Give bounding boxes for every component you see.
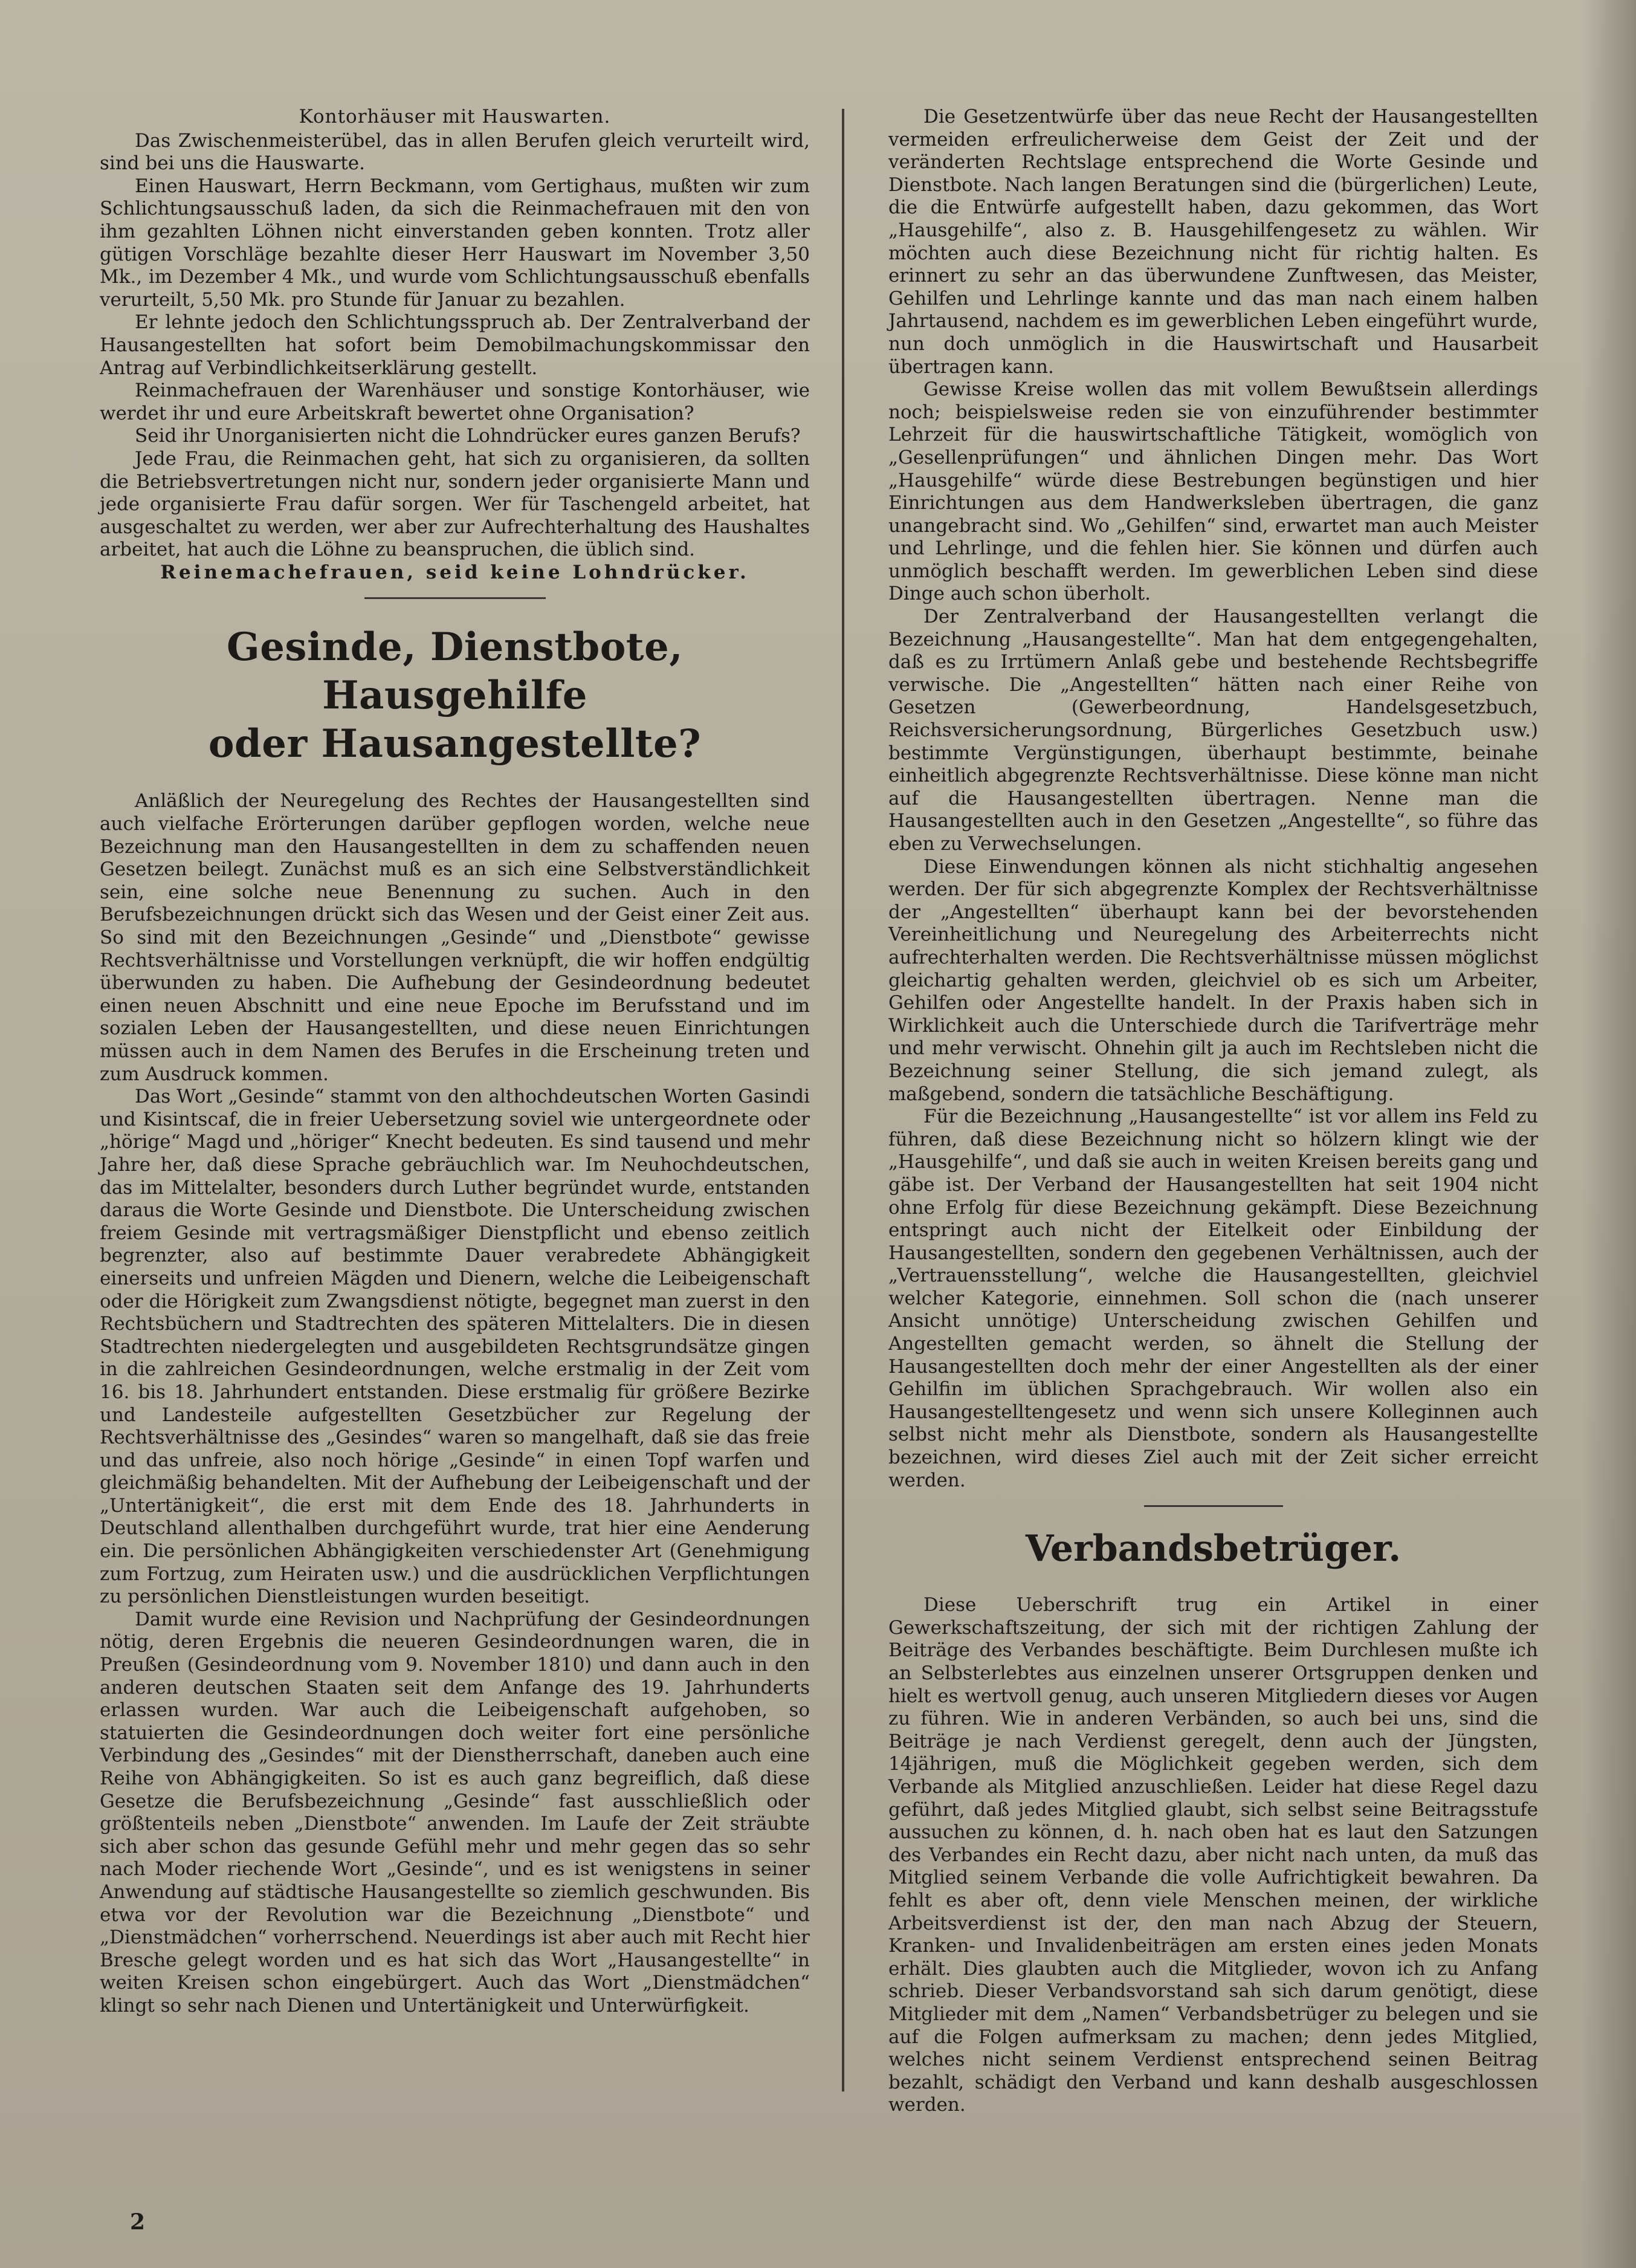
article-headline: [100, 623, 810, 768]
notice-subhead: Kontorhäuser mit Hauswarten.: [299, 106, 611, 128]
article-paragraph: Damit wurde eine Revision und Nachprüfung der Gesindeordnungen nötig, deren Ergebnis die neueren Gesindeordnungen waren, die in Preußen (Gesindeordnung vom 9. November 1810) und dann auch in den anderen deutschen Staaten seit dem Anfange des 19. Jahrhunderts erlassen wurden. War auch die Leibeigenschaft aufgehoben, so statuierten die Gesindeordnungen doch weiter fort eine persönliche Verbindung des „Gesindes“ mit der Dienstherrschaft, daneben auch eine Reihe von Abhängigkeiten. So ist es auch ganz begreiflich, daß diese Gesetze die Berufsbezeichnung „Gesinde“ fast ausschließlich oder größtenteils neben „Dienstbote“ anwenden. Im Laufe der Zeit sträubte sich aber schon das gesunde Gefühl mehr und mehr gegen das so sehr nach Moder riechende Wort „Gesinde“, und es ist wenigstens in seiner Anwendung auf städtische Hausangestellte so ziemlich geschwunden. Bis etwa vor der Revolution war die Bezeichnung „Dienstbote“ und „Dienstmädchen“ vorherrschend. Neuerdings ist aber auch mit Recht hier Bresche gelegt worden und es hat sich das Wort „Hausangestellte“ in weiten Kreisen schon eingebürgert. Auch das Wort „Dienstmädchen“ klingt so sehr nach Dienen und Untertänigkeit und Unterwürfigkeit.: [100, 1608, 810, 2017]
left-column: [100, 106, 810, 2018]
article-paragraph: Diese Einwendungen können als nicht stichhaltig angesehen werden. Der für sich abgegrenzte Komplex der Rechtsverhältnisse der „Angestellten“ überhaupt kann bei der bevorstehenden Vereinheitlichung und Neuregelung des Arbeiterrechts nicht aufrechterhalten werden. Die Rechtsverhältnisse müssen möglichst gleichartig gehalten werden, gleichviel ob es sich um Arbeiter, Gehilfen oder Angestellte handelt. In der Praxis haben sich in Wirklichkeit auch die Unterschiede durch die Tarifverträge mehr und mehr verwischt. Ohnehin gilt ja auch im Rechtsleben nicht die Bezeichnung seiner Stellung, die sich jemand zulegt, als maßgebend, sondern die tatsächliche Beschäftigung.: [888, 855, 1538, 1105]
notice-paragraph: Einen Hauswart, Herrn Beckmann, vom Gertighaus, mußten wir zum Schlichtungsausschuß laden, da sich die Reinmachefrauen mit den von ihm gezahlten Löhnen nicht einverstanden geben konnten. Trotz aller gütigen Vorschläge bezahlte dieser Herr Hauswart im November 3,50 Mk., im Dezember 4 Mk., und wurde vom Schlichtungsausschuß ebenfalls verurteilt, 5,50 Mk. pro Stunde für Januar zu bezahlen.: [100, 175, 810, 311]
notice-paragraph: Reinmachefrauen der Warenhäuser und sonstige Kontorhäuser, wie werdet ihr und eure Arbeitskraft bewertet ohne Organisation?: [100, 380, 810, 424]
column-rule: [842, 109, 844, 2091]
notice-paragraph: Er lehnte jedoch den Schlichtungsspruch ab. Der Zentralverband der Hausangestellten hat sofort beim Demobilmachungskommissar den Antrag auf Verbindlichkeitserklärung gestellt.: [100, 311, 810, 379]
notice-paragraph: Das Zwischenmeisterübel, das in allen Berufen gleich verurteilt wird, sind bei uns die Hauswarte.: [100, 129, 810, 175]
article-paragraph: Das Wort „Gesinde“ stammt von den althochdeutschen Worten Gasindi und Kisintscaf, die in freier Uebersetzung soviel wie untergeordnete oder „hörige“ Magd und „höriger“ Knecht bedeuten. Es sind tausend und mehr Jahre her, daß diese Sprache gebräuchlich war. Im Neuhochdeutschen, das im Mittelalter, besonders durch Luther begründet wurde, entstanden daraus die Worte Gesinde und Dienstbote. Die Unterscheidung zwischen freiem Gesinde mit vertragsmäßiger Dienstpflicht und ebenso zeitlich begrenzter, also auf bestimmte Dauer verabredete Abhängigkeit einerseits und unfreien Mägden und Dienern, welche die Leibeigenschaft oder die Hörigkeit zum Zwangsdienst nötigte, begegnet man zuerst in den Rechtsbüchern und Stadtrechten des späteren Mittelalters. Die in diesen Stadtrechten niedergelegten und ausgebildeten Rechtsgrundsätze gingen in die zahlreichen Gesindeordnungen, welche erstmalig in der Zeit vom 16. bis 18. Jahrhundert entstanden. Diese erstmalig für größere Bezirke und Landesteile aufgestellten Gesetzbücher zur Regelung der Rechtsverhältnisse des „Gesindes“ waren so mangelhaft, daß sie das freie und das unfreie, also noch hörige „Gesinde“ in einen Topf warfen und gleichmäßig behandelten. Mit der Aufhebung der Leibeigenschaft und der „Untertänigkeit“, die erst mit dem Ende des 18. Jahrhunderts in Deutschland allenthalben durchgeführt wurde, trat hier eine Aenderung ein. Die persönlichen Abhängigkeiten verschiedenster Art (Genehmigung zum Fortzug, zum Heiraten usw.) und die ausdrücklichen Verpflichtungen zu persönlichen Dienstleistungen wurden beseitigt.: [100, 1086, 810, 1608]
article-paragraph: Die Gesetzentwürfe über das neue Recht der Hausangestellten vermeiden erfreulicherweise dem Geist der Zeit und der veränderten Rechtslage entsprechend die Worte Gesinde und Dienstbote. Nach langen Beratungen sind die (bürgerlichen) Leute, die die Entwürfe aufgestellt haben, dazu gekommen, das Wort „Hausgehilfe“, also z. B. Hausgehilfengesetz zu wählen. Wir möchten auch diese Bezeichnung nicht für richtig halten. Es erinnert zu sehr an das überwundene Zunftwesen, das Meister, Gehilfen und Lehrlinge kannte und das man nach einem halben Jahrtausend, nachdem es im gewerblichen Leben eingeführt wurde, nun doch unmöglich in die Hauswirtschaft und Hausarbeit übertragen kann.: [888, 106, 1538, 378]
page-number: 2: [130, 2209, 146, 2235]
notice-paragraph: Jede Frau, die Reinmachen geht, hat sich zu organisieren, da sollten die Betriebsvertretungen nicht nur, sondern jeder organisierte Mann und jede organisierte Frau dafür sorgen. Wer für Taschengeld arbeitet, hat ausgeschaltet zu werden, wer aber zur Aufrechterhaltung des Haushaltes arbeitet, hat auch die Löhne zu beanspruchen, die üblich sind.: [100, 447, 810, 561]
article-paragraph: Anläßlich der Neuregelung des Rechtes der Hausangestellten sind auch vielfache Erörterungen darüber gepflogen worden, welche neue Bezeichnung man den Hausangestellten in dem zu schaffenden neuen Gesetzen beilegt. Zunächst muß es an sich eine Selbstverständlichkeit sein, eine solche neue Benennung zu suchen. Auch in den Berufsbezeichnungen drückt sich das Wesen und der Geist einer Zeit aus. So sind mit den Bezeichnungen „Gesinde“ und „Dienstbote“ gewisse Rechtsverhältnisse und Vorstellungen verknüpft, die wir hoffen endgültig überwunden zu haben. Die Aufhebung der Gesindeordnung bedeutet einen neuen Abschnitt und eine neue Epoche im Berufsstand und im sozialen Leben der Hausangestellten, und diese neuen Einrichtungen müssen auch in dem Namen des Berufes in die Erscheinung treten und zum Ausdruck kommen.: [100, 790, 810, 1085]
article-paragraph: Der Zentralverband der Hausangestellten verlangt die Bezeichnung „Hausangestellte“. Man hat dem entgegengehalten, daß es zu Irrtümern Anlaß gebe und bestehende Rechtsbegriffe verwische. Die „Angestellten“ hätten nach einer Reihe von Gesetzen (Gewerbeordnung, Handelsgesetzbuch, Reichsversicherungsordnung, Bürgerliches Gesetzbuch usw.) bestimmte Vergünstigungen, überhaupt bestimmte, beinahe einheitlich abgegrenzte Rechtsverhältnisse. Diese könne man nicht auf die Hausangestellten übertragen. Nenne man die Hausangestellten auch in den Gesetzen „Angestellte“, so führe das eben zu Verwechselungen.: [888, 606, 1538, 855]
right-column: [888, 106, 1538, 2117]
notice-paragraph: Seid ihr Unorganisierten nicht die Lohndrücker eures ganzen Berufs?: [135, 425, 801, 447]
headline-line-1: Gesinde, Dienstbote, Hausgehilfe: [227, 624, 683, 719]
section-divider: [364, 597, 546, 599]
notice-signature: Reinemachefrauen, seid keine Lohndrücker.: [160, 561, 749, 583]
headline-line-2: oder Hausangestellte?: [208, 721, 702, 767]
second-article-headline: Verbandsbetrüger.: [1025, 1528, 1402, 1570]
section-divider: [1144, 1505, 1283, 1507]
article-paragraph: Für die Bezeichnung „Hausangestellte“ ist vor allem ins Feld zu führen, daß diese Bezeichnung nicht so hölzern klingt wie der „Hausgehilfe“, und daß sie auch in weiten Kreisen bereits gang und gäbe ist. Der Verband der Hausangestellten hat seit 1904 nicht ohne Erfolg für diese Bezeichnung gekämpft. Diese Bezeichnung entspringt auch nicht der Eitelkeit oder Einbildung der Hausangestellten, sondern den gegebenen Verhältnissen, auch der „Vertrauensstellung“, welche die Hausangestellten, gleichviel welcher Kategorie, einnehmen. Soll schon die (nach unserer Ansicht unnötige) Unterscheidung zwischen Gehilfen und Angestellten gemacht werden, so ähnelt die Stellung der Hausangestellten doch mehr der einer Angestellten als der einer Gehilfin im üblichen Sprachgebrauch. Wir wollen also ein Hausangestelltengesetz und wenn sich unsere Kolleginnen auch selbst nicht mehr als Dienstbote, sondern als Hausangestellte bezeichnen, wird dieses Ziel auch mit der Zeit sicher erreicht werden.: [888, 1106, 1538, 1491]
article-paragraph: Diese Ueberschrift trug ein Artikel in einer Gewerkschaftszeitung, der sich mit der richtigen Zahlung der Beiträge des Verbandes beschäftigte. Beim Durchlesen mußte ich an Selbsterlebtes aus einzelnen unserer Ortsgruppen denken und hielt es wertvoll genug, auch unseren Mitgliedern dieses vor Augen zu führen. Wie in anderen Verbänden, so auch bei uns, sind die Beiträge je nach Verdienst geregelt, denn auch der Jüngsten, 14jährigen, muß die Möglichkeit gegeben werden, sich dem Verbande als Mitglied anzuschließen. Leider hat diese Regel dazu geführt, daß jedes Mitglied glaubt, sich selbst seine Beitragsstufe aussuchen zu können, d. h. nach oben hat es laut den Satzungen des Verbandes ein Recht dazu, aber nicht nach unten, da muß das Mitglied seinem Verbande die volle Aufrichtigkeit bewahren. Da fehlt es aber oft, denn viele Menschen meinen, der wirkliche Arbeitsverdienst ist der, den man nach Abzug der Steuern, Kranken- und Invalidenbeiträgen am ersten eines jeden Monats erhält. Dies glaubten auch die Mitglieder, wovon ich zu Anfang schrieb. Dieser Verbandsvorstand sah sich darum genötigt, diese Mitglieder mit dem „Namen“ Verbandsbetrüger zu belegen und sie auf die Folgen aufmerksam zu machen; denn jedes Mitglied, welches nicht seinem Verdienst entsprechend seinen Beitrag bezahlt, schädigt den Verband und kann deshalb ausgeschlossen werden.: [888, 1594, 1538, 2116]
article-paragraph: Gewisse Kreise wollen das mit vollem Bewußtsein allerdings noch; beispielsweise reden sie von einzuführender bestimmter Lehrzeit für die hauswirtschaftliche Tätigkeit, womöglich von „Gesellenprüfungen“ und ähnlichen Dingen mehr. Das Wort „Hausgehilfe“ würde diese Bestrebungen begünstigen und hier Einrichtungen aus dem Handwerksleben übertragen, die ganz unangebracht sind. Wo „Gehilfen“ sind, erwartet man auch Meister und Lehrlinge, und die fehlen hier. Sie können und dürfen auch unmöglich beschafft werden. Im gewerblichen Leben sind diese Dinge auch schon überholt.: [888, 378, 1538, 605]
page-edge-shadow: [1582, 0, 1636, 2268]
